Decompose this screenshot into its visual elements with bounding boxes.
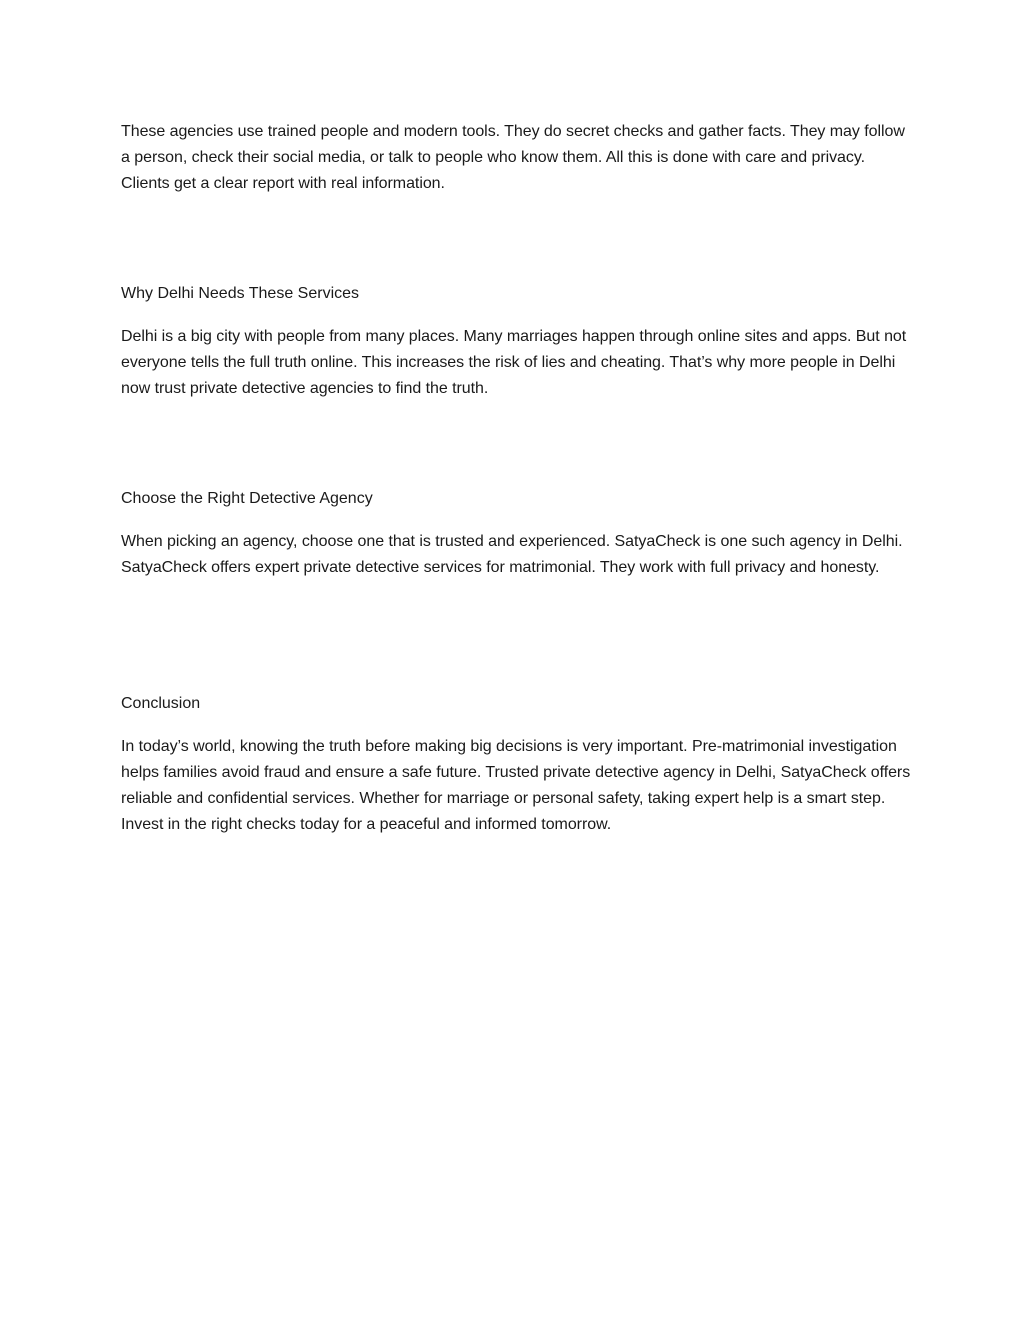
- section-heading-why-delhi: Why Delhi Needs These Services: [121, 285, 360, 302]
- section-body-choose-agency: When picking an agency, choose one that is trusted and experienced. SatyaCheck is one such agency in Delhi. SatyaCheck offers expert private detective services for matrimonial. They work with full privacy and honesty.: [121, 533, 903, 576]
- section-heading-choose-agency: Choose the Right Detective Agency: [121, 490, 373, 507]
- section-heading-conclusion: Conclusion: [121, 695, 201, 712]
- section-body-why-delhi: Delhi is a big city with people from many places. Many marriages happen through online sites and apps. But not everyone tells the full truth online. This increases the risk of lies and cheating. That’s why more people in Delhi now trust private detective agencies to find the truth.: [121, 328, 907, 397]
- section-body-conclusion: In today’s world, knowing the truth before making big decisions is very important. Pre-matrimonial investigation helps families avoid fraud and ensure a safe future. Trusted private detective agency in Delhi, SatyaCheck offers reliable and confidential services. Whether for marriage or personal safety, taking expert help is a smart step. Invest in the right checks today for a peaceful and informed tomorrow.: [121, 738, 911, 833]
- intro-paragraph: These agencies use trained people and modern tools. They do secret checks and gather facts. They may follow a person, check their social media, or talk to people who know them. All this is done with care and privacy. Clients get a clear report with real information.: [121, 123, 905, 192]
